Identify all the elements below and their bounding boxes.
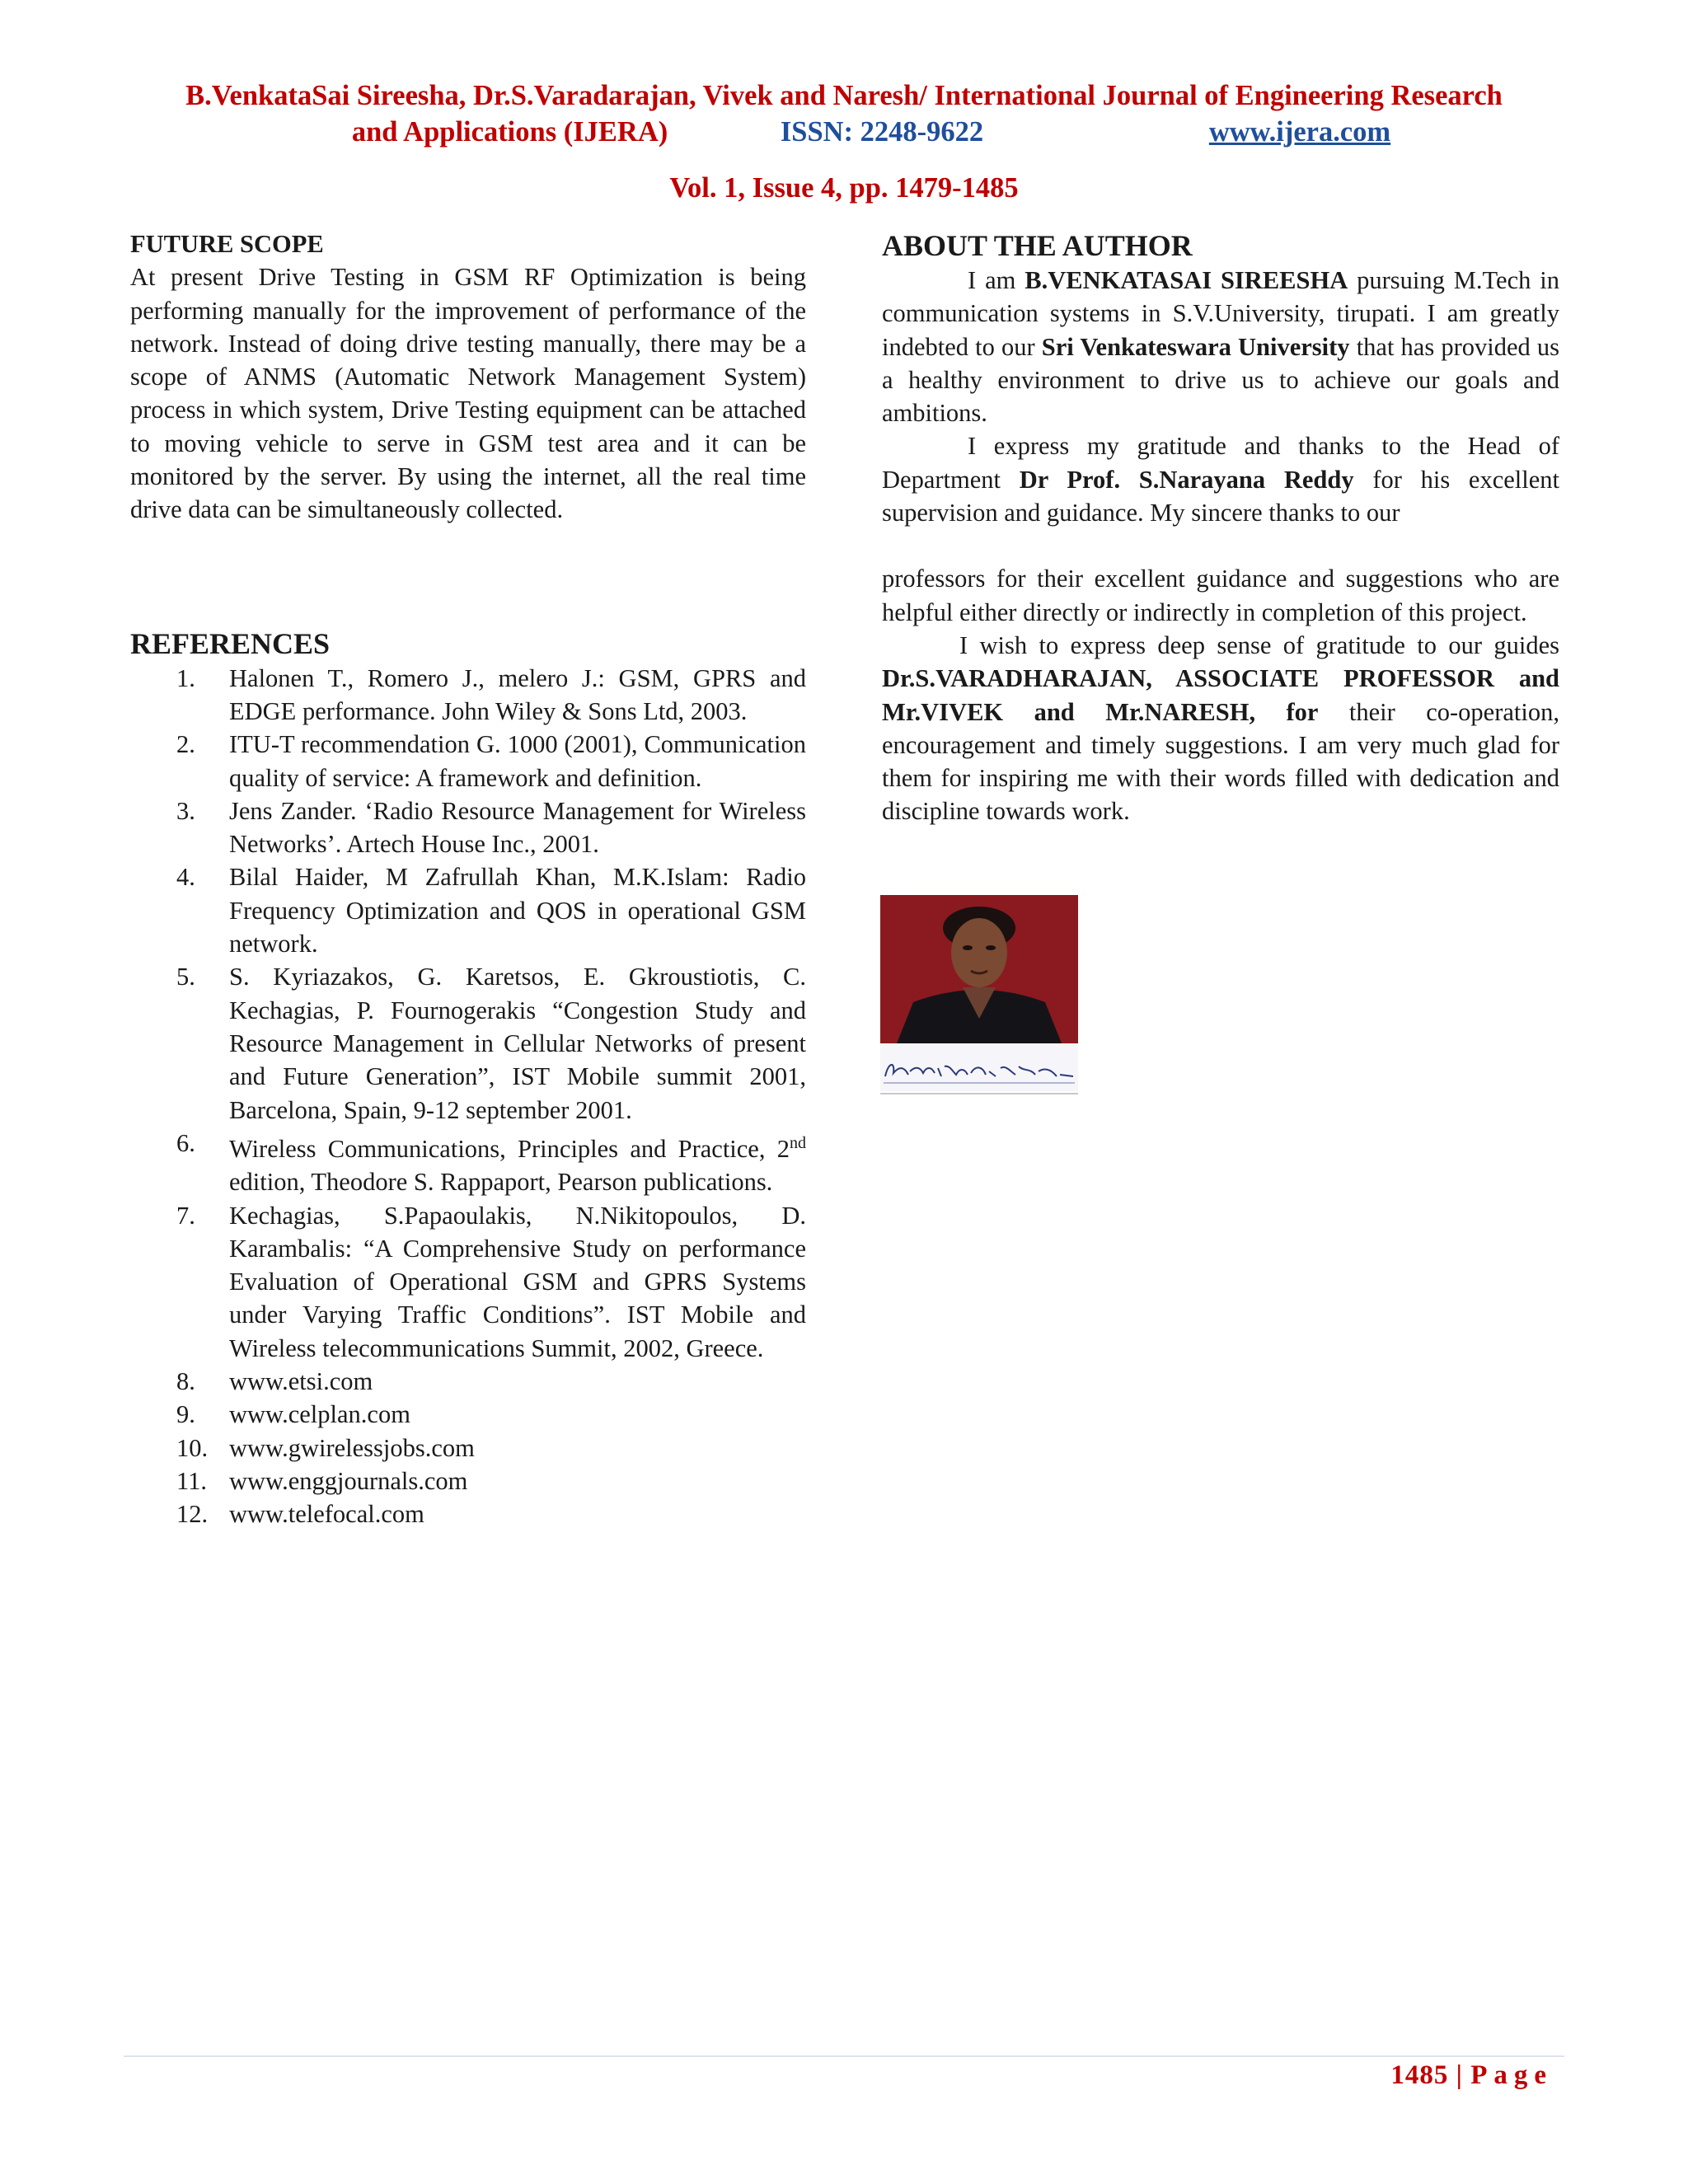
header-issn: ISSN: 2248-9622 (780, 116, 984, 148)
page-footer: 1485 | Page (1390, 2060, 1553, 2090)
reference-item: 4. Bilal Haider, M Zafrullah Khan, M.K.Islam: Radio Frequency Optimization and QOS in operational GSM network. (176, 863, 806, 958)
running-header (124, 77, 1564, 206)
reference-item: 11. www.enggjournals.com (176, 1466, 468, 1495)
reference-item: 1. Halonen T., Romero J., melero J.: GSM, GPRS and EDGE performance. John Wiley & Sons Ltd, 2003. (176, 663, 806, 725)
author-photo (880, 895, 1078, 1094)
reference-item: 12. www.telefocal.com (176, 1500, 424, 1529)
references-heading: REFERENCES (130, 626, 331, 660)
reference-item: 2. ITU-T recommendation G. 1000 (2001), Communication quality of service: A framework and definition. (176, 730, 806, 792)
page-word: Page (1470, 2060, 1553, 2090)
header-volume: Vol. 1, Issue 4, pp. 1479-1485 (669, 172, 1019, 204)
future-scope-text: At present Drive Testing in GSM RF Optimization is being performing manually for the improvement of performance of the network. Instead of doing drive testing manually, there may be a scope of ANMS (Automatic Network Management System) process in which system, Drive Testing equipment can be attached to moving vehicle to serve in GSM test area and it can be monitored by the server. By using the internet, all the real time drive data can be simultaneously collected. (130, 263, 806, 524)
left-column (130, 227, 806, 1531)
reference-item: 10. www.gwirelessjobs.com (176, 1433, 475, 1462)
about-paragraph-1: I am B.VENKATASAI SIREESHA pursuing M.Tech in communication systems in S.V.University, tirupati. I am greatly indebted to our Sri Venkateswara University that has provided us a healthy environment to drive us to achieve our goals and ambitions. (882, 266, 1560, 428)
reference-link[interactable]: www.etsi.com (229, 1367, 373, 1396)
header-journal-name: and Applications (IJERA) (351, 116, 668, 148)
author-signature (880, 1043, 1078, 1091)
references-list (130, 662, 806, 1531)
reference-item: 3. Jens Zander. ‘Radio Resource Management for Wireless Networks’. Artech House Inc., 2001. (176, 796, 806, 859)
right-column (882, 227, 1559, 828)
author-portrait-image (880, 895, 1078, 1043)
reference-item: 5. S. Kyriazakos, G. Karetsos, E. Gkroustiotis, C. Kechagias, P. Fournogerakis “Congestion Study and Resource Management in Cellular Networks of present and Future Generation”, IST Mobile summit 2001, Barcelona, Spain, 9-12 september 2001. (176, 963, 806, 1124)
reference-link[interactable]: www.telefocal.com (229, 1500, 424, 1529)
reference-item: 8. www.etsi.com (176, 1367, 373, 1396)
reference-link[interactable]: www.celplan.com (229, 1400, 410, 1429)
future-scope-heading: FUTURE SCOPE (130, 230, 324, 258)
header-authors-journal: B.VenkataSai Sireesha, Dr.S.Varadarajan, Vivek and Naresh/ International Journal of Engineering Research (185, 80, 1503, 111)
footer-divider (124, 2055, 1564, 2057)
about-paragraph-2: I express my gratitude and thanks to the Head of Department Dr Prof. S.Narayana Reddy for his excellent supervision and guidance. My sincere thanks to our (882, 432, 1559, 527)
reference-link[interactable]: www.enggjournals.com (229, 1466, 468, 1495)
about-paragraph-3: professors for their excellent guidance and suggestions who are helpful either directly or indirectly in completion of this project. (882, 565, 1559, 626)
reference-item: 7. Kechagias, S.Papaoulakis, N.Nikitopoulos, D. Karambalis: “A Comprehensive Study on performance Evaluation of Operational GSM and GPRS Systems under Varying Traffic Conditions”. IST Mobile and Wireless telecommunications Summit, 2002, Greece. (176, 1201, 806, 1362)
about-author-heading: ABOUT THE AUTHOR (882, 229, 1193, 262)
page-number: 1485 (1390, 2060, 1449, 2090)
reference-item: 9. www.celplan.com (176, 1400, 410, 1429)
header-url-link[interactable]: www.ijera.com (1208, 116, 1391, 148)
reference-link[interactable]: www.gwirelessjobs.com (229, 1433, 475, 1462)
about-paragraph-4: I wish to express deep sense of gratitude to our guides Dr.S.VARADHARAJAN, ASSOCIATE PROFESSOR and Mr.VIVEK and Mr.NARESH, for their co-operation, encouragement and timely suggestions. I am very much glad for them for inspiring me with their words filled with dedication and discipline towards work. (882, 630, 1559, 826)
reference-item: 6. Wireless Communications, Principles and Practice, 2nd edition, Theodore S. Rappaport, Pearson publications. (176, 1128, 806, 1197)
